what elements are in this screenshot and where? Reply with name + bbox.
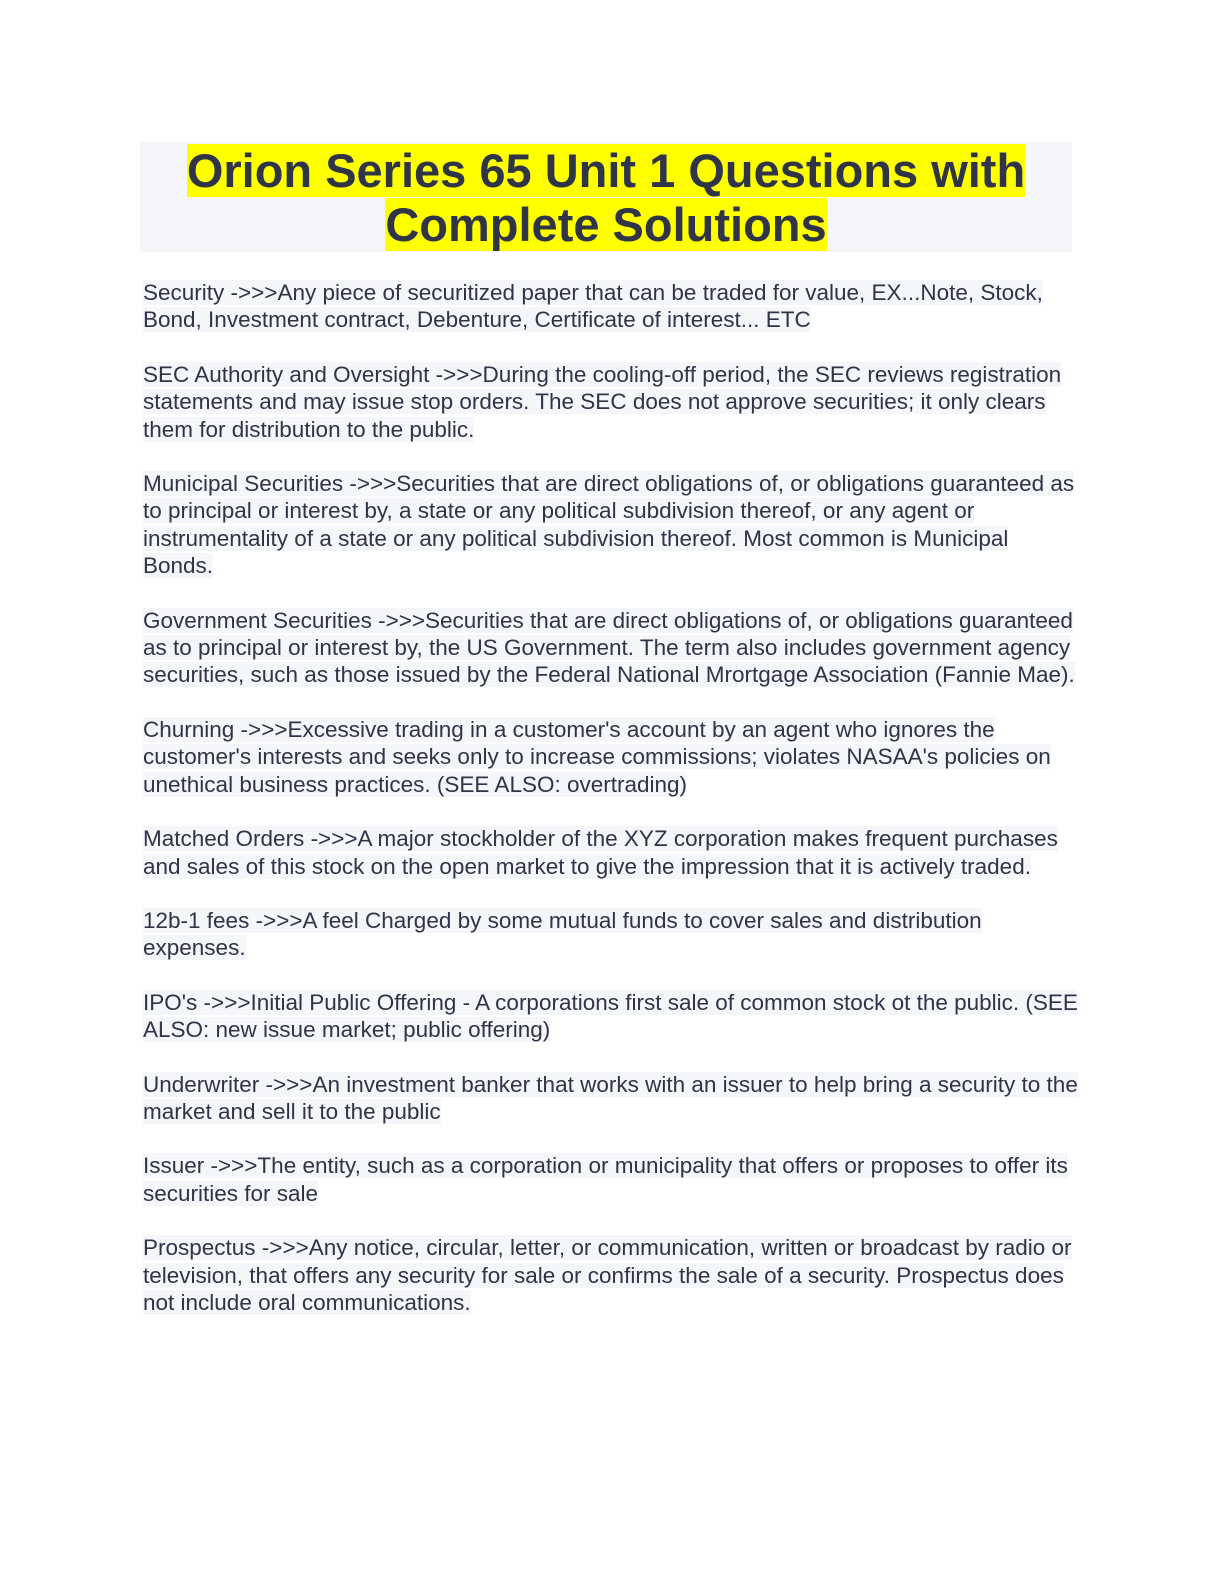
definition-text: Issuer ->>>The entity, such as a corporation or municipality that offers or proposes to offer its securities for sale [143, 1153, 1068, 1206]
definition-entry [143, 361, 1078, 443]
title-block [140, 142, 1072, 252]
page-title [140, 142, 1072, 252]
definition-text: Municipal Securities ->>>Securities that are direct obligations of, or obligations guaranteed as to principal or interest by, a state or any political subdivision thereof, or any agent or instrumentality of a state or any political subdivision thereof. Most common is Municipal Bonds. [143, 471, 1075, 579]
definition-entry [143, 716, 1078, 798]
definition-entry [143, 989, 1078, 1044]
definition-entry [143, 1071, 1078, 1126]
definition-entry [143, 1152, 1078, 1207]
definition-list [143, 279, 1078, 1343]
definition-entry [143, 1234, 1078, 1316]
page-title-text: Orion Series 65 Unit 1 Questions with Complete Solutions [186, 144, 1026, 251]
definition-entry [143, 907, 1078, 962]
definition-text: SEC Authority and Oversight ->>>During the cooling-off period, the SEC reviews registration statements and may issue stop orders. The SEC does not approve securities; it only clears them for distribution to the public. [143, 361, 1062, 442]
definition-entry [143, 825, 1078, 880]
definition-entry [143, 607, 1078, 689]
definition-text: Underwriter ->>>An investment banker that works with an issuer to help bring a security to the market and sell it to the public [143, 1071, 1078, 1124]
definition-text: Government Securities ->>>Securities that are direct obligations of, or obligations guaranteed as to principal or interest by, the US Government. The term also includes government agency securities, such as those issued by the Federal National Mrortgage Association (Fannie Mae). [143, 607, 1075, 688]
definition-text: Prospectus ->>>Any notice, circular, letter, or communication, written or broadcast by radio or television, that offers any security for sale or confirms the sale of a security. Prospectus does not include oral communications. [143, 1235, 1072, 1315]
definition-entry [143, 279, 1078, 334]
definition-text: Matched Orders ->>>A major stockholder of the XYZ corporation makes frequent purchases and sales of this stock on the open market to give the impression that it is actively traded. [143, 826, 1058, 879]
definition-text: IPO's ->>>Initial Public Offering - A corporations first sale of common stock ot the public. (SEE ALSO: new issue market; public offering) [143, 989, 1078, 1043]
definition-text: 12b-1 fees ->>>A feel Charged by some mutual funds to cover sales and distribution expenses. [143, 907, 982, 961]
definition-text: Security ->>>Any piece of securitized paper that can be traded for value, EX...Note, Stock, Bond, Investment contract, Debenture, Certificate of interest... ETC [143, 280, 1043, 333]
definition-entry [143, 470, 1078, 580]
definition-text: Churning ->>>Excessive trading in a customer's account by an agent who ignores the customer's interests and seeks only to increase commissions; violates NASAA's policies on unethical business practices. (SEE ALSO: overtrading) [143, 716, 1051, 797]
